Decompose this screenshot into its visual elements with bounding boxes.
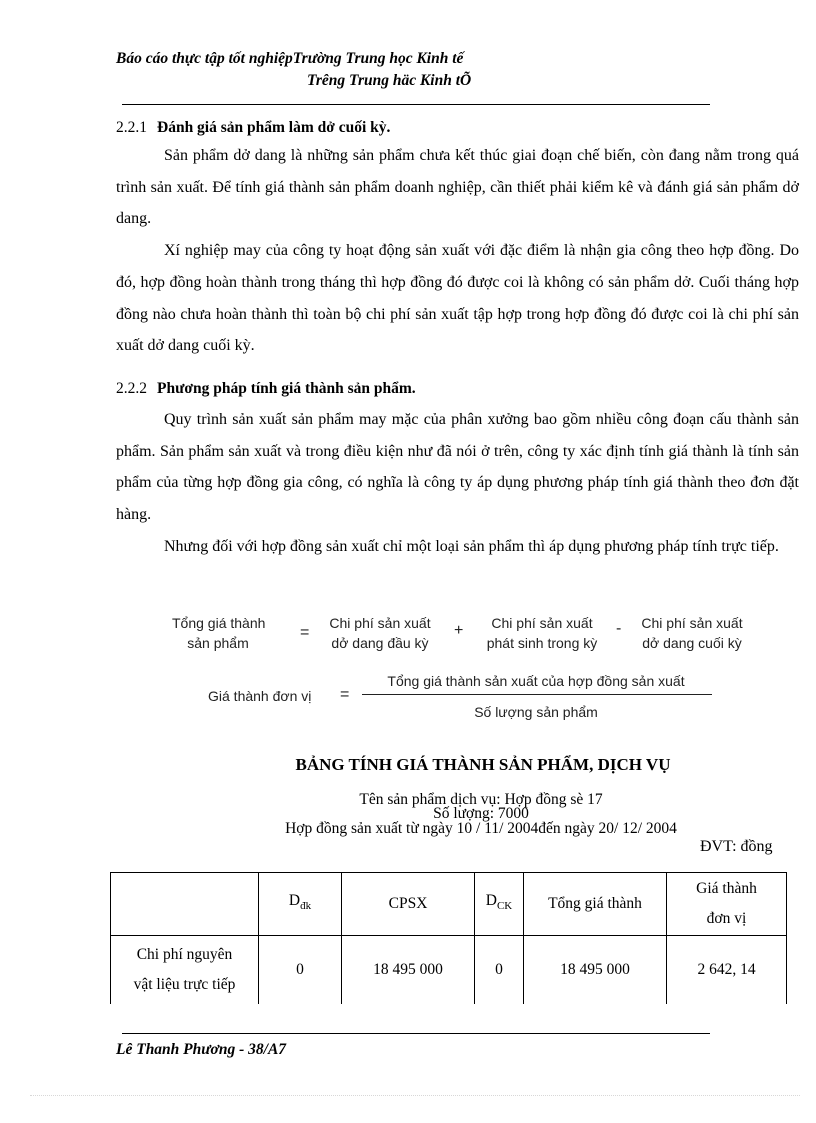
cell-text: Chi phí nguyên (136, 946, 233, 963)
report-header-subtitle: Trêng Trung häc Kinh tÕ (307, 72, 472, 89)
formula1-equals: = (300, 624, 310, 641)
formula-text: Chi phí sản xuất (641, 615, 743, 631)
formula-text: Chi phí sản xuất (491, 615, 593, 631)
formula-text: dở dang cuối kỳ (642, 635, 742, 651)
formula1-plus: + (454, 622, 464, 639)
cost-table (110, 872, 787, 1004)
header-text: Giá thành (696, 880, 757, 897)
page-bottom-border (30, 1095, 800, 1096)
formula1-lhs (172, 613, 264, 653)
formula2-denominator: Số lượng sản phẩm (474, 704, 598, 720)
section-heading-2-2-1 (116, 119, 390, 137)
header-d-dk (259, 873, 342, 936)
footer-author: Lê Thanh Phương - 38/A7 (116, 1041, 287, 1058)
formula-text: Chi phí sản xuất (329, 615, 431, 631)
table-title: BẢNG TÍNH GIÁ THÀNH SẢN PHẨM, DỊCH VỤ (295, 755, 671, 774)
header-rule (122, 104, 710, 105)
paragraph: Quy trình sản xuất sản phẩm may mặc của phân xưởng bao gồm nhiều công đoạn cấu thành sản phẩm. Sản phẩm sản xuất và trong điều kiện như đã nói ở trên, công ty xác định tính giá thành là tính sản phẩm của từng hợp đồng gia công, có nghĩa là công ty áp dụng phương pháp tính giá thành theo đơn đặt hàng. (116, 411, 799, 524)
formula-text: sản phẩm (187, 635, 249, 651)
formula-text: Tổng giá thành (172, 615, 266, 631)
section-body-2-2-1 (116, 140, 799, 362)
row-item (111, 936, 259, 1005)
section-number: 2.2.2 (116, 380, 147, 397)
paragraph: Nhưng đối với hợp đồng sản xuất chỉ một loại sản phẩm thì áp dụng phương pháp tính trực tiếp. (164, 537, 779, 555)
formula1-term2 (474, 613, 610, 653)
cell-text: vật liệu trực tiếp (133, 976, 236, 993)
row-d-dk: 0 (259, 936, 342, 1005)
header-total: Tổng giá thành (524, 873, 667, 936)
table-header-row (111, 873, 787, 936)
row-cpsx: 18 495 000 (342, 936, 475, 1005)
header-subscript: CK (496, 900, 513, 913)
production-period: Hợp đồng sản xuất từ ngày 10 / 11/ 2004đến ngày 20/ 12/ 2004 (285, 820, 677, 837)
section-heading-2-2-2 (116, 380, 416, 398)
formula-text: dở dang đầu kỳ (331, 635, 429, 651)
formula1-term3 (630, 613, 754, 653)
header-cpsx: CPSX (342, 873, 475, 936)
row-total: 18 495 000 (524, 936, 667, 1005)
paragraph: Sản phẩm dở dang là những sản phẩm chưa kết thúc giai đoạn chế biến, còn đang nằm trong quá trình sản xuất. Để tính giá thành sản phẩm doanh nghiệp, cần thiết phải kiểm kê và đánh giá sản phẩm dở dang. (116, 147, 799, 228)
row-unit-price: 2 642, 14 (667, 936, 787, 1005)
header-item (111, 873, 259, 936)
header-unit-price (667, 873, 787, 936)
header-text: D (288, 892, 301, 910)
section-body-2-2-2 (116, 404, 799, 563)
formula1-minus: - (616, 620, 622, 637)
formula2-fraction-bar (362, 694, 712, 695)
formula1-term1 (318, 613, 442, 653)
formula2-lhs: Giá thành đơn vị (208, 688, 312, 704)
table-row (111, 936, 787, 1005)
paragraph: Xí nghiệp may của công ty hoạt động sản xuất với đặc điểm là nhận gia công theo hợp đồng. Do đó, hợp đồng hoàn thành trong tháng thì hợp đồng đó được coi là không có sản phẩm dở. Cuối tháng hợp đồng nào chưa hoàn thành thì toàn bộ chi phí sản xuất tập hợp trong hợp đồng đó được coi là chi phí sản xuất dở dang cuối kỳ. (116, 242, 799, 355)
formula2-equals: = (340, 686, 350, 703)
section-number: 2.2.1 (116, 119, 147, 136)
product-quantity: Số lượng: 7000 (433, 805, 529, 822)
section-title: Đánh giá sản phẩm làm dở cuối kỳ. (157, 119, 391, 136)
row-d-ck: 0 (475, 936, 524, 1005)
report-header-title: Báo cáo thực tập tốt nghiệpTrường Trung học Kinh tế (116, 50, 464, 67)
formula-text: phát sinh trong kỳ (486, 635, 598, 651)
footer-rule (122, 1033, 710, 1034)
header-text: D (485, 892, 497, 910)
product-name: Tên sản phẩm dịch vụ: Hợp đồng sè 17 (359, 791, 603, 808)
formula2-numerator: Tổng giá thành sản xuất của hợp đồng sản xuất (387, 673, 685, 689)
header-d-ck (475, 873, 524, 936)
section-title: Phương pháp tính giá thành sản phẩm. (157, 380, 416, 397)
header-text: đơn vị (706, 910, 747, 927)
currency-unit: ĐVT: đồng (700, 838, 773, 855)
header-subscript: đk (300, 900, 312, 913)
